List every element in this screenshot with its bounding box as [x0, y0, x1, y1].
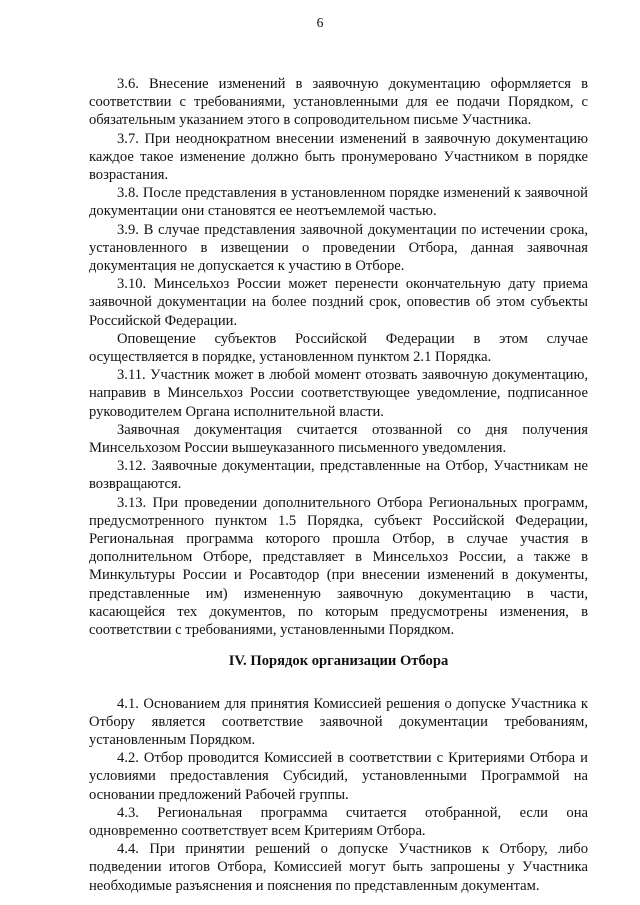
- paragraph-3-10: 3.10. Минсельхоз России может перенести окончательную дату приема заявочной документации на более поздний срок, оповестив об этом субъекты Российской Федерации.: [89, 276, 588, 329]
- page-number: 6: [316, 15, 324, 30]
- paragraph-3-13: 3.13. При проведении дополнительного Отбора Региональных программ, предусмотренного пунктом 1.5 Порядка, субъект Российской Федерации, Региональная программа которого прошла Отбор, в случае участия в дополнительном Отборе, представляет в Минсельхоз России, а также в Минкультуры России и Росавтодор (при внесении изменений в документы, представленные им) измененную заявочную документацию в части, касающейся тех документов, по которым предусмотрены изменения, в соответствии с требованиями, установленными Порядком.: [89, 494, 588, 639]
- paragraph-3-10-notice: Оповещение субъектов Российской Федерации в этом случае осуществляется в порядке, установленном пунктом 2.1 Порядка.: [89, 330, 588, 366]
- document-body: [89, 75, 588, 895]
- paragraph-4-3: 4.3. Региональная программа считается отобранной, если она одновременно соответствует всем Критериям Отбора.: [89, 804, 588, 839]
- paragraph-3-11: 3.11. Участник может в любой момент отозвать заявочную документацию, направив в Минсельхоз России соответствующее уведомление, подписанное руководителем Органа исполнительной власти.: [89, 367, 588, 420]
- paragraph-3-9: 3.9. В случае представления заявочной документации по истечении срока, установленного в извещении о проведении Отбора, данная заявочная документация не допускается к участию в Отборе.: [89, 221, 588, 275]
- section-title: IV. Порядок организации Отбора: [228, 653, 449, 670]
- paragraph-3-11-withdrawal: Заявочная документация считается отозванной со дня получения Минсельхозом России вышеуказанного письменного уведомления.: [89, 421, 588, 457]
- paragraph-3-6: 3.6. Внесение изменений в заявочную документацию оформляется в соответствии с требованиями, установленными для ее подачи Порядком, с обязательным указанием этого в сопроводительном письме Участника.: [89, 76, 588, 129]
- paragraph-4-2: 4.2. Отбор проводится Комиссией в соответствии с Критериями Отбора и условиями предоставления Субсидий, установленными Программой на основании предложений Рабочей группы.: [89, 750, 588, 803]
- paragraph-4-4: 4.4. При принятии решений о допуске Участников к Отбору, либо подведении итогов Отбора, Комиссией могут быть запрошены у Участника необходимые разъяснения и пояснения по представленным документам.: [89, 841, 588, 894]
- paragraph-3-7: 3.7. При неоднократном внесении изменений в заявочную документацию каждое такое изменение должно быть пронумеровано Участником в порядке возрастания.: [89, 130, 588, 184]
- paragraph-3-8: 3.8. После представления в установленном порядке изменений к заявочной документации они становятся ее неотъемлемой частью.: [89, 185, 588, 220]
- paragraph-3-12: 3.12. Заявочные документации, представленные на Отбор, Участникам не возвращаются.: [89, 458, 588, 493]
- paragraph-4-1: 4.1. Основанием для принятия Комиссией решения о допуске Участника к Отбору является соответствие заявочной документации требованиям, установленным Порядком.: [89, 695, 588, 748]
